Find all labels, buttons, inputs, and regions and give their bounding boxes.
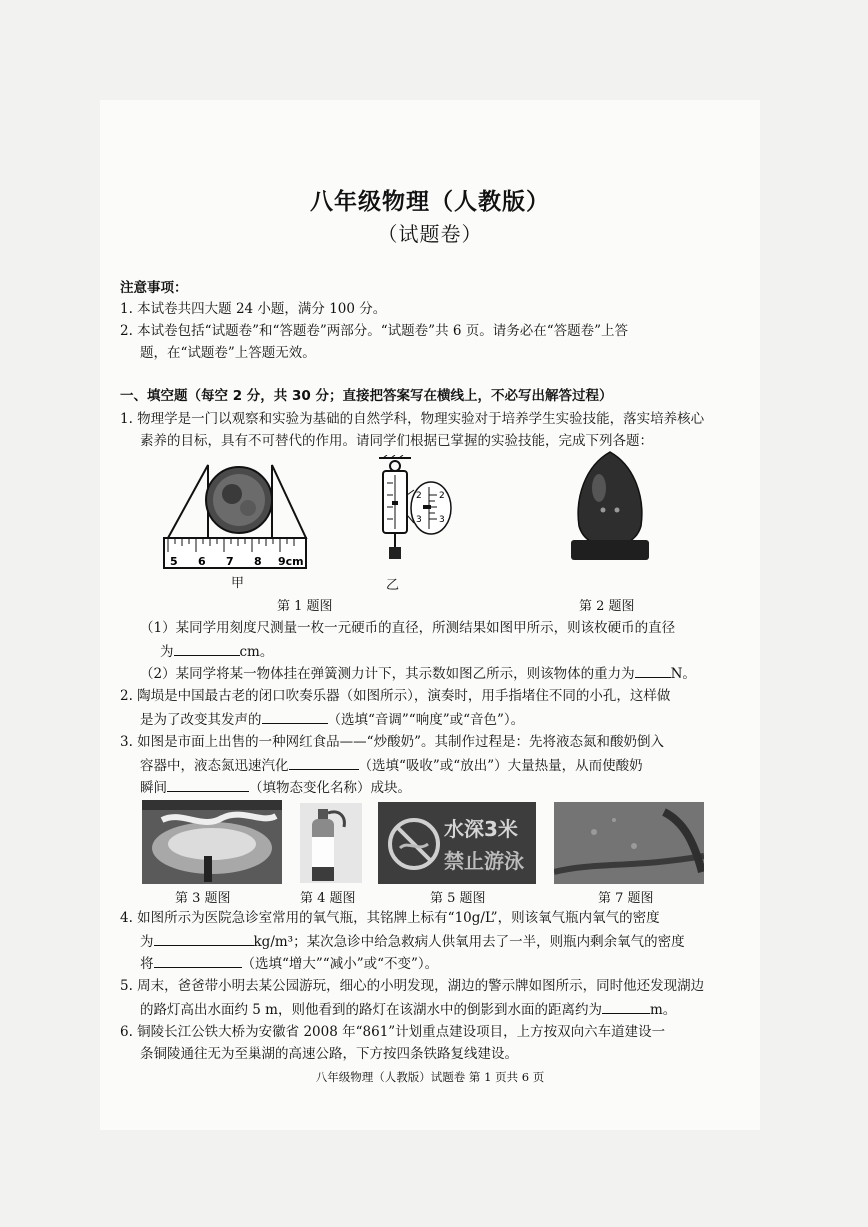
q2-line-2 [140,709,524,729]
figure-ruler-coin [160,460,310,570]
q2-prefix: 是为了改变其发声的 [140,712,262,728]
q4-line-3 [140,953,438,973]
scale-number: 3 [439,515,445,525]
ruler [164,538,306,568]
triangle-set-left [168,465,208,538]
exam-page [100,100,760,1130]
fig3-photo-fried-yogurt [142,800,282,884]
figure-label-jia: 甲 [231,576,245,591]
fig7-photo-bridge [554,802,704,884]
q4-line-2-prefix: 为 [140,934,154,950]
q1-line-1: 1. 物理学是一门以观察和实验为基础的自然学科，物理实验对于培养学生实验技能，落实培养核心 [120,411,705,427]
q4-line-3-suffix: （选填“增大”“减小”或“不变”）。 [241,956,439,972]
q5-line-2-suffix: m。 [649,1002,677,1018]
fig7-caption: 第 7 题图 [598,891,654,906]
q6-line-2: 条铜陵通往无为至巢湖的高速公路，下方按四条铁路复线建设。 [140,1046,518,1062]
answer-blank[interactable] [262,709,328,724]
q1-sub2-unit: N。 [670,666,696,682]
q1-sub1-line-1: （1）某同学用刻度尺测量一枚一元硬币的直径，所测结果如图甲所示，则该枚硬币的直径 [140,620,676,636]
sign-text: 禁止游泳 [444,849,524,873]
q1-sub2-line [140,663,696,683]
section-1-heading: 一、填空题（每空 2 分，共 30 分；直接把答案写在横线上，不必写出解答过程） [120,388,613,404]
sign-text: 水深3米 [444,817,518,841]
q4-line-1: 4. 如图所示为医院急诊室常用的氧气瓶，其铭牌上标有“10g/L”，则该氧气瓶内氧气的密度 [120,910,660,926]
q4-line-3-prefix: 将 [140,956,154,972]
q2-line-1: 2. 陶埙是中国最古老的闭口吹奏乐器（如图所示），演奏时，用手指堵住不同的小孔，这样做 [120,688,671,704]
q3-line-1: 3. 如图是市面上出售的一种网红食品——“炒酸奶”。其制作过程是：先将液态氮和酸奶倒入 [120,734,664,750]
ruler-tick-label: 8 [254,555,262,568]
fig2-caption: 第 2 题图 [579,599,635,614]
scale-number: 3 [416,515,422,525]
answer-blank[interactable] [154,953,242,968]
page-footer: 八年级物理（人教版）试题卷 第 1 页共 6 页 [315,1070,545,1084]
q2-suffix: （选填“音调”“响度”或“音色”）。 [327,712,525,728]
answer-blank[interactable] [167,777,249,792]
q3-line-2-suffix: （选填“吸收”或“放出”）大量热量，从而使酸奶 [358,758,643,774]
page-title: 八年级物理（人教版） [310,189,550,215]
q1-sub1-line-2 [160,641,273,661]
notice-item-2-line-2: 题，在“试题卷”上答题无效。 [140,345,316,361]
q4-line-2 [140,931,685,951]
q3-line-3 [140,777,411,797]
fig4-caption: 第 4 题图 [300,891,356,906]
q1-line-2: 素养的目标，具有不可替代的作用。请同学们根据已掌握的实验技能，完成下列各题： [140,433,653,449]
figure-spring-scale [365,455,455,570]
q1-sub1-unit: cm。 [239,644,274,660]
scale-number: 2 [439,491,445,501]
q4-line-2-suffix: kg/m³；某次急诊中给急救病人供氧用去了一半，则瓶内剩余氧气的密度 [253,934,685,950]
ruler-tick-label: 6 [198,555,206,568]
notice-heading: 注意事项： [120,280,188,296]
q3-line-3-prefix: 瞬间 [140,780,167,796]
notice-item-2-line-1: 2. 本试卷包括“试题卷”和“答题卷”两部分。“试题卷”共 6 页。请务必在“答题卷”上答 [120,323,629,339]
fig5-caption: 第 5 题图 [430,891,486,906]
q5-line-2 [140,999,676,1019]
answer-blank[interactable] [635,663,671,678]
fig3-caption: 第 3 题图 [175,891,231,906]
figure-label-yi: 乙 [386,578,400,593]
fig4-photo-oxygen-tank [300,803,362,883]
answer-blank[interactable] [154,931,254,946]
fig1-caption: 第 1 题图 [277,599,333,614]
answer-blank[interactable] [602,999,650,1014]
q3-line-3-suffix: （填物态变化名称）成块。 [249,780,411,796]
q6-line-1: 6. 铜陵长江公铁大桥为安徽省 2008 年“861”计划重点建设项目，上方按双向六车道建设一 [120,1024,666,1040]
ruler-tick-label: 7 [226,555,234,568]
scale-number: 2 [416,491,422,501]
page-subtitle: （试题卷） [377,222,483,246]
ruler-tick-label: 9cm [278,555,304,568]
ruler-tick-label: 5 [170,555,178,568]
q5-line-1: 5. 周末，爸爸带小明去某公园游玩，细心的小明发现，湖边的警示牌如图所示，同时他还发现湖边 [120,978,705,994]
answer-blank[interactable] [174,641,240,656]
q3-line-2-prefix: 容器中，液态氮迅速汽化 [140,758,289,774]
figure-taoxun [565,448,655,568]
q1-sub1-prefix: 为 [160,644,174,660]
q3-line-2 [140,755,643,775]
q5-line-2-prefix: 的路灯高出水面约 5 m，则他看到的路灯在该湖水中的倒影到水面的距离约为 [140,1002,602,1018]
fig5-photo-warning-sign [378,802,536,884]
answer-blank[interactable] [289,755,359,770]
triangle-set-right [272,465,306,538]
coin [206,467,272,533]
q1-sub2-text: （2）某同学将某一物体挂在弹簧测力计下，其示数如图乙所示，则该物体的重力为 [140,666,635,682]
notice-item-1: 1. 本试卷共四大题 24 小题，满分 100 分。 [120,301,387,317]
